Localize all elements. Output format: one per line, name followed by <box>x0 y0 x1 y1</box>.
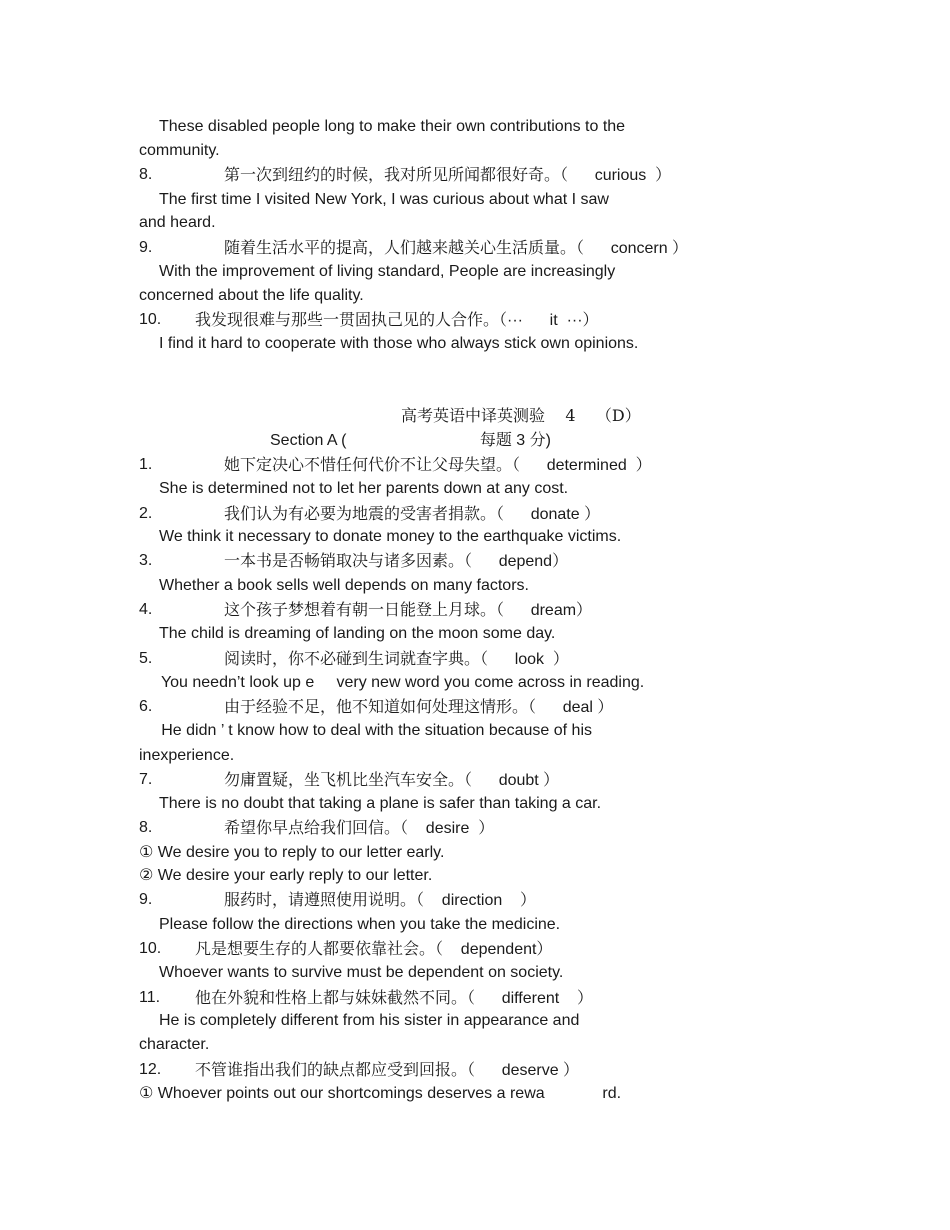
english-translation-option-2: ② We desire your early reply to our letter. <box>139 867 433 884</box>
chinese-sentence: 服药时，请遵照使用说明。 <box>224 890 417 909</box>
keyword-hint: （ depend） <box>464 553 569 570</box>
item-number: 8. <box>139 819 153 836</box>
english-translation: Please follow the directions when you take the medicine. <box>159 916 561 933</box>
item-number: 7. <box>139 771 153 788</box>
chinese-sentence: 他在外貌和性格上都与妹妹截然不同。 <box>195 988 468 1007</box>
item-number: 2. <box>139 505 153 522</box>
english-translation: You needn’t look up e very new word you come across in reading. <box>139 674 645 691</box>
keyword-hint: （ look ） <box>480 651 569 668</box>
english-translation: Whether a book sells well depends on many factors. <box>159 577 529 594</box>
english-translation-option-1: ① Whoever points out our shortcomings deserves a rewa rd. <box>139 1085 622 1102</box>
english-translation: The first time I visited New York, I was curious about what I saw <box>159 191 609 208</box>
english-translation: He didn ’ t know how to deal with the situation because of his <box>139 722 592 739</box>
chinese-sentence: 我们认为有必要为地震的受害者捐款。 <box>224 504 497 523</box>
english-translation: She is determined not to let her parents down at any cost. <box>159 480 569 497</box>
item-number: 9. <box>139 891 153 908</box>
item-number: 3. <box>139 552 153 569</box>
item-number: 9. <box>139 239 153 256</box>
keyword-hint: （ donate ） <box>496 506 601 523</box>
keyword-hint: （ curious ） <box>560 167 672 184</box>
chinese-sentence: 凡是想要生存的人都要依靠社会。 <box>195 939 436 958</box>
english-translation: He is completely different from his sister in appearance and <box>159 1012 580 1029</box>
chinese-sentence: 随着生活水平的提高，人们越来越关心生活质量。 <box>224 238 577 257</box>
english-translation: The child is dreaming of landing on the moon some day. <box>159 625 556 642</box>
keyword-hint: （ doubt ） <box>464 772 560 789</box>
chinese-sentence: 希望你早点给我们回信。 <box>224 818 401 837</box>
english-translation-cont: concerned about the life quality. <box>139 287 364 304</box>
english-translation: Whoever wants to survive must be dependent on society. <box>159 964 564 981</box>
english-translation-cont: inexperience. <box>139 747 235 764</box>
item-number: 5. <box>139 650 153 667</box>
item-number: 4. <box>139 601 153 618</box>
english-translation: We think it necessary to donate money to the earthquake victims. <box>159 528 622 545</box>
item-number: 1. <box>139 456 153 473</box>
item-number: 12. <box>139 1061 162 1078</box>
section-title: 高考英语中译英测验 4 （D） <box>401 406 641 425</box>
keyword-hint: （ deal ） <box>528 699 614 716</box>
chinese-sentence: 由于经验不足，他不知道如何处理这情形。 <box>224 697 529 716</box>
item-number: 6. <box>139 698 153 715</box>
keyword-hint: （ determined ） <box>512 457 652 474</box>
item-number: 8. <box>139 166 153 183</box>
english-translation: I find it hard to cooperate with those who always stick own opinions. <box>159 335 639 352</box>
keyword-hint: （ deserve ） <box>467 1062 580 1079</box>
chinese-sentence: 她下定决心不惜任何代价不让父母失望。 <box>224 455 513 474</box>
item-number: 10. <box>139 940 162 957</box>
keyword-hint: （ dependent） <box>435 941 553 958</box>
english-translation-option-1: ① We desire you to reply to our letter early. <box>139 844 445 861</box>
chinese-sentence: 第一次到纽约的时候，我对所见所闻都很好奇。 <box>224 165 561 184</box>
chinese-sentence: 阅读时，你不必碰到生词就查字典。 <box>224 649 481 668</box>
chinese-sentence: 勿庸置疑，坐飞机比坐汽车安全。 <box>224 770 465 789</box>
keyword-hint: （ different ） <box>467 990 593 1007</box>
english-translation-cont: character. <box>139 1036 210 1053</box>
item-number: 11. <box>139 989 161 1006</box>
section-subheading: Section A ( 每题 3 分) <box>270 432 551 449</box>
english-translation: There is no doubt that taking a plane is safer than taking a car. <box>159 795 602 812</box>
chinese-sentence: 我发现很难与那些一贯固执己见的人合作。 <box>195 310 500 329</box>
prev-continuation-line-1: These disabled people long to make their own contributions to the <box>159 118 626 135</box>
keyword-hint: （··· it ···） <box>499 312 599 329</box>
prev-continuation-line-2: community. <box>139 142 220 159</box>
chinese-sentence: 不管谁指出我们的缺点都应受到回报。 <box>195 1060 468 1079</box>
chinese-sentence: 一本书是否畅销取决与诸多因素。 <box>224 551 465 570</box>
english-translation: With the improvement of living standard, People are increasingly <box>159 263 616 280</box>
english-translation-cont: and heard. <box>139 214 216 231</box>
keyword-hint: （ concern ） <box>576 240 689 257</box>
item-number: 10. <box>139 311 162 328</box>
keyword-hint: （ desire ） <box>400 820 495 837</box>
keyword-hint: （ dream） <box>496 602 593 619</box>
chinese-sentence: 这个孩子梦想着有朝一日能登上月球。 <box>224 600 497 619</box>
keyword-hint: （ direction ） <box>416 892 537 909</box>
